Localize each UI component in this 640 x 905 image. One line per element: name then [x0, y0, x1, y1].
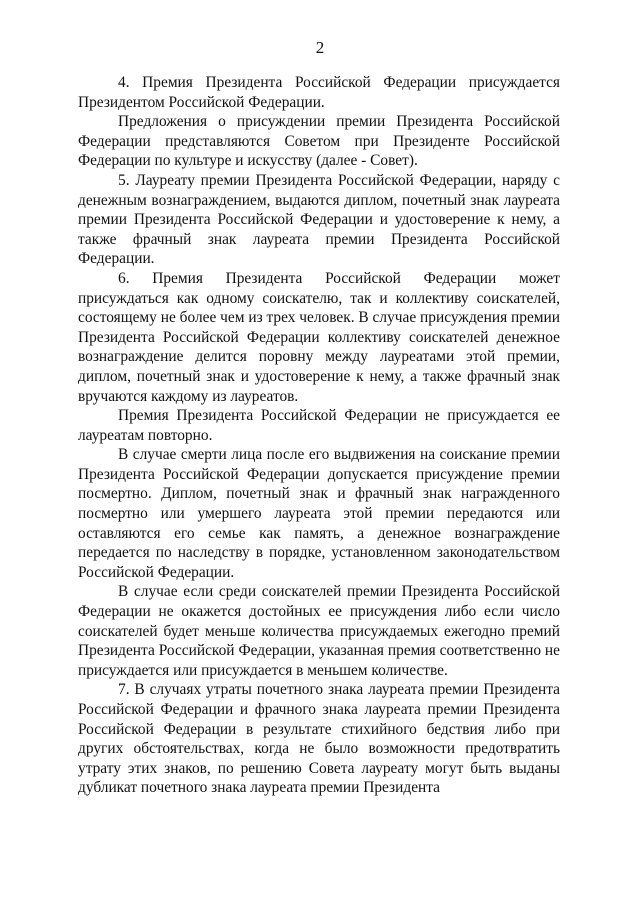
- paragraph-not-awarded: В случае если среди соискателей премии Президента Российской Федерации не окажется достойных ее присуждения либо если число соискателей будет меньше количества присуждаемых ежегодно премий Президента Российской Федерации, указанная премия соответственно не присуждается или присуждается в меньшем количестве.: [78, 583, 560, 679]
- document-body: [78, 73, 560, 798]
- paragraph-item-6-collective: 6. Премия Президента Российской Федерации может присуждаться как одному соискателю, так и коллективу соискателей, состоящему не более чем из трех человек. В случае присуждения премии Президента Российской Федерации коллективу соискателей денежное вознаграждение делится поровну между лауреатами этой премии, диплом, почетный знак и удостоверение к нему, а также фрачный знак вручаются каждому из лауреатов.: [78, 269, 560, 405]
- paragraph-item-5-laureate: 5. Лауреату премии Президента Российской Федерации, наряду с денежным вознаграждением, выдаются диплом, почетный знак лауреата премии Президента Российской Федерации и удостоверение к нему, а также фрачный знак лауреата премии Президента Российской Федерации.: [78, 171, 560, 268]
- paragraph-item-4-award: 4. Премия Президента Российской Федерации присуждается Президентом Российской Федерации.: [78, 74, 560, 111]
- page-number: 2: [315, 38, 325, 57]
- paragraph-posthumous: В случае смерти лица после его выдвижения на соискание премии Президента Российской Федерации допускается присуждение премии посмертно. Диплом, почетный знак и фрачный знак награжденного посмертно или умершего лауреата этой премии передаются или оставляются его семье как память, а денежное вознаграждение передается по наследству в порядке, установленном законодательством Российской Федерации.: [78, 446, 560, 581]
- paragraph-no-repeat: Премия Президента Российской Федерации не присуждается ее лауреатам повторно.: [78, 407, 560, 444]
- paragraph-item-7-loss: 7. В случаях утраты почетного знака лауреата премии Президента Российской Федерации и фрачного знака лауреата премии Президента Российской Федерации в результате стихийного бедствия либо при других обстоятельствах, когда не было возможности предотвратить утрату этих знаков, по решению Совета лауреату могут быть выданы дубликат почетного знака лауреата премии Президента: [78, 681, 560, 797]
- paragraph-proposals: Предложения о присуждении премии Президента Российской Федерации представляются Советом при Президенте Российской Федерации по культуре и искусству (далее - Совет).: [78, 113, 560, 170]
